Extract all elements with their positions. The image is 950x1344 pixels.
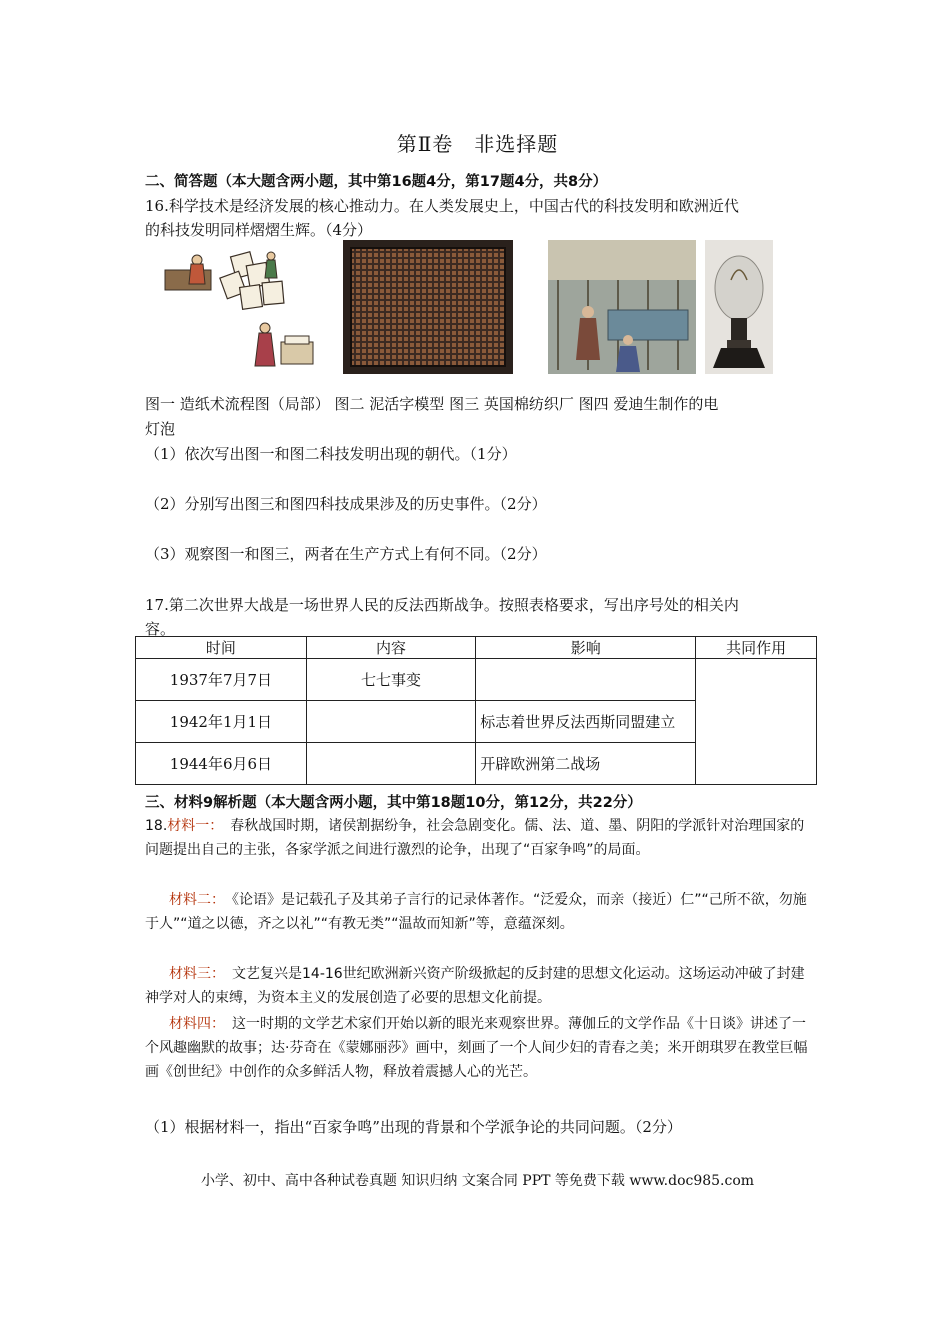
material-4 bbox=[145, 1012, 810, 1084]
table-cell-impact bbox=[476, 659, 696, 701]
table-header-impact: 影响 bbox=[476, 637, 696, 659]
q16-sub3: （3）观察图一和图三，两者在生产方式上有何不同。（2分） bbox=[145, 545, 547, 563]
table-cell-time: 1942年1月1日 bbox=[136, 701, 307, 743]
material-1-text: 春秋战国时期，诸侯割据纷争，社会急剧变化。儒、法、道、墨、阴阳的学派针对治理国家的问题提出自己的主张，各家学派之间进行激烈的论争，出现了“百家争鸣”的局面。 bbox=[145, 818, 805, 858]
q16-stem-line1: 16.科学技术是经济发展的核心推动力。在人类发展史上，中国古代的科技发明和欧洲近代 bbox=[145, 197, 739, 215]
page-footer: 小学、初中、高中各种试卷真题 知识归纳 文案合同 PPT 等免费下载 www.doc985.com bbox=[200, 1173, 755, 1189]
material-2-label: 材料二： bbox=[169, 892, 218, 908]
material-1-label: 材料一： bbox=[167, 818, 217, 834]
table-header-row bbox=[136, 637, 817, 659]
material-1 bbox=[145, 814, 810, 862]
cotton-mill-image bbox=[548, 240, 696, 374]
table-cell-time: 1944年6月6日 bbox=[136, 743, 307, 785]
edison-light-bulb-image bbox=[705, 240, 773, 374]
table-cell-time: 1937年7月7日 bbox=[136, 659, 307, 701]
table-row bbox=[136, 659, 817, 701]
q16-sub1: （1）依次写出图一和图二科技发明出现的朝代。（1分） bbox=[145, 445, 517, 463]
table-cell-common-role bbox=[696, 659, 817, 785]
clay-type-model-image bbox=[343, 240, 513, 374]
material-3 bbox=[145, 962, 810, 1010]
q16-sub2: （2）分别写出图三和图四科技成果涉及的历史事件。（2分） bbox=[145, 495, 547, 513]
table-cell-content bbox=[306, 701, 475, 743]
material-4-label: 材料四： bbox=[169, 1016, 218, 1032]
table-header-content: 内容 bbox=[306, 637, 475, 659]
section2-heading: 二、简答题（本大题含两小题，其中第16题4分，第17题4分，共8分） bbox=[145, 174, 608, 190]
table-cell-content bbox=[306, 743, 475, 785]
table-cell-content: 七七事变 bbox=[306, 659, 475, 701]
page-title: 第Ⅱ卷 非选择题 bbox=[396, 132, 559, 156]
figure-caption-line1: 图一 造纸术流程图（局部） 图二 泥活字模型 图三 英国棉纺织厂 图四 爱迪生制作的电 bbox=[145, 395, 719, 413]
material-2 bbox=[145, 888, 810, 936]
section3-heading: 三、材料9解析题（本大题含两小题，其中第18题10分，第12分，共22分） bbox=[145, 795, 642, 811]
material-2-text: 《论语》是记载孔子及其弟子言行的记录体著作。“泛爱众，而亲（接近）仁”“己所不欲，勿施于人”“道之以德，齐之以礼”“有教无类”“温故而知新”等，意蕴深刻。 bbox=[145, 892, 807, 932]
q17-stem-line1: 17.第二次世界大战是一场世界人民的反法西斯战争。按照表格要求，写出序号处的相关内 bbox=[145, 596, 739, 614]
q18-number: 18. bbox=[145, 818, 168, 834]
q18-sub1: （1）根据材料一，指出“百家争鸣”出现的背景和个学派争论的共同问题。（2分） bbox=[145, 1118, 682, 1136]
ww2-table bbox=[135, 636, 817, 785]
papermaking-illustration bbox=[163, 244, 325, 372]
figure-caption-line2: 灯泡 bbox=[145, 420, 176, 438]
q16-stem-line2: 的科技发明同样熠熠生辉。（4分） bbox=[145, 221, 373, 239]
table-header-common-role: 共同作用 bbox=[696, 637, 817, 659]
table-header-time: 时间 bbox=[136, 637, 307, 659]
q17-stem-line2: 容。 bbox=[145, 620, 176, 638]
material-3-label: 材料三： bbox=[169, 966, 218, 982]
material-4-text: 这一时期的文学艺术家们开始以新的眼光来观察世界。薄伽丘的文学作品《十日谈》讲述了一个风趣幽默的故事；达·芬奇在《蒙娜丽莎》画中，刻画了一个人间少妇的青春之美；米开朗琪罗在教堂巨幅画《创世纪》中创作的众多鲜活人物，释放着震撼人心的光芒。 bbox=[145, 1016, 808, 1080]
table-cell-impact: 标志着世界反法西斯同盟建立 bbox=[476, 701, 696, 743]
table-cell-impact: 开辟欧洲第二战场 bbox=[476, 743, 696, 785]
material-3-text: 文艺复兴是14-16世纪欧洲新兴资产阶级掀起的反封建的思想文化运动。这场运动冲破了封建神学对人的束缚，为资本主义的发展创造了必要的思想文化前提。 bbox=[145, 966, 805, 1006]
